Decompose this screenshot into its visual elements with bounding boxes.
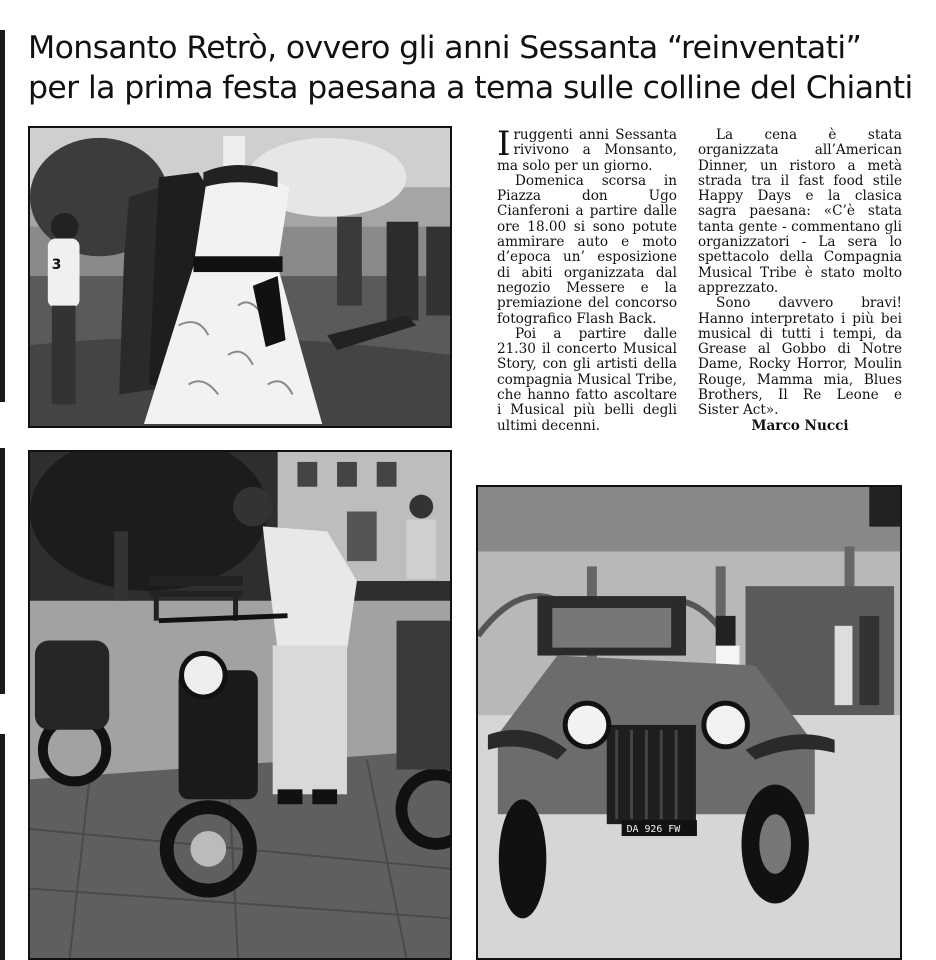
photo-vintage-car <box>476 485 902 960</box>
paragraph-5: Sono davvero bravi! Hanno interpretato i più bei musical di tutti i tempi, da Grease al Gobbo di Notre Dame, Rocky Horror, Moulin Rouge, Mamma mia, Blues Brothers, Il Re Leone e Sister Act». <box>698 295 902 419</box>
headline-line-2: per la prima festa paesana a tema sulle colline del Chianti <box>28 70 913 106</box>
column-rule <box>0 30 5 960</box>
dropcap: I <box>497 124 511 164</box>
license-plate: DA 926 FW <box>626 824 681 836</box>
shirt-number: 3 <box>51 257 62 274</box>
headline <box>28 28 918 108</box>
photo-dresses-exhibition <box>28 126 452 428</box>
headline-line-1: Monsanto Retrò, ovvero gli anni Sessanta “reinventati” <box>28 30 862 66</box>
author-signature: Marco Nucci <box>751 417 849 434</box>
paragraph-1-text: ruggenti anni Sessanta rivivono a Monsanto, ma solo per un giorno. <box>497 127 677 174</box>
photo-motorcycles <box>28 450 452 960</box>
article-column-2 <box>698 128 902 434</box>
article-column-1 <box>497 124 677 434</box>
paragraph-4: La cena è stata organizzata all’American Dinner, un ristoro a metà strada tra il fast food stile Happy Days e la clasica sagra paesana: «C’è stata tanta gente - commentano gli organizzatori - La sera lo spettacolo della Compagnia Musical Tribe è stato molto apprezzato. <box>698 127 902 296</box>
paragraph-1 <box>497 124 677 174</box>
paragraph-3: Poi a partire dalle 21.30 il concerto Musical Story, con gli artisti della compagnia Musical Tribe, che hanno fatto ascoltare i Musical più belli degli ultimi decenni. <box>497 325 677 434</box>
paragraph-2: Domenica scorsa in Piazza don Ugo Cianferoni a partire dalle ore 18.00 si sono potute ammirare auto e moto d’epoca un’ esposizione di abiti organizzata dal negozio Messere e la premiazione del concorso fotografico Flash Back. <box>497 172 677 327</box>
